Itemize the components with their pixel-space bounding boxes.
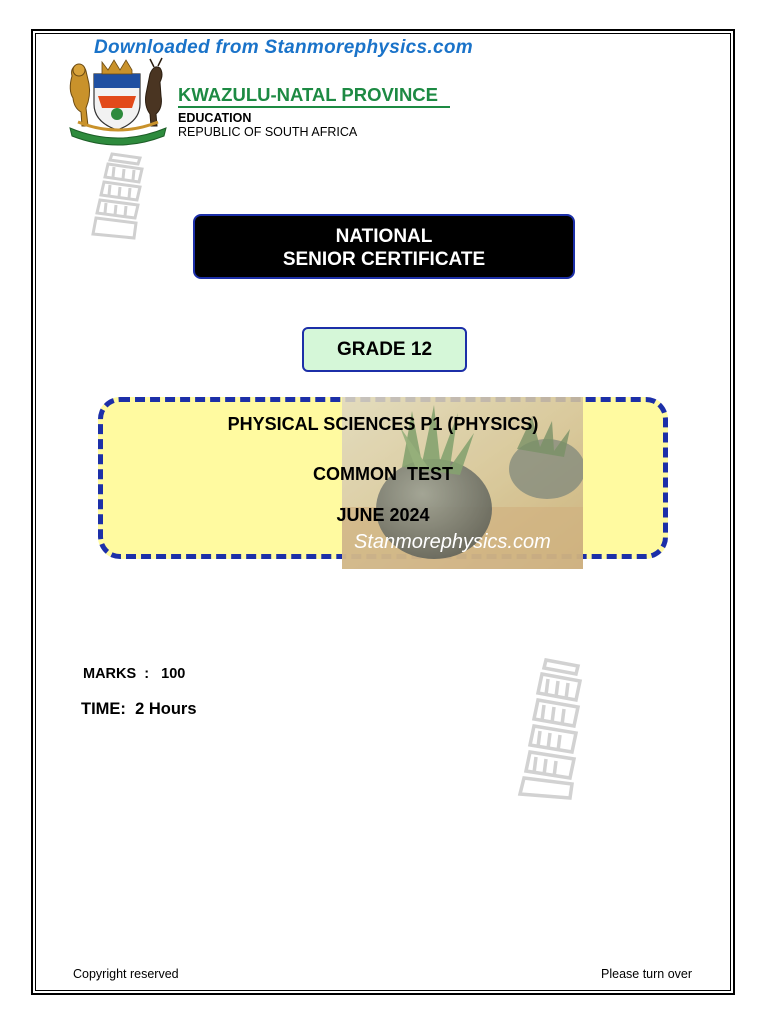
marks-label: MARKS : 100 (83, 666, 186, 682)
province-name: KWAZULU-NATAL PROVINCE (178, 84, 439, 105)
time-label: TIME: 2 Hours (81, 700, 197, 718)
subject-paper-title: PHYSICAL SCIENCES P1 (PHYSICS) (227, 414, 539, 434)
footer-turn-over: Please turn over (601, 967, 693, 981)
leaning-tower-watermark-icon (512, 656, 596, 802)
download-notice[interactable]: Downloaded from Stanmorephysics.com (94, 37, 473, 58)
footer-copyright: Copyright reserved (73, 967, 179, 981)
subject-test-type: COMMON TEST (313, 464, 453, 484)
province-underline (178, 106, 450, 108)
coat-of-arms-icon (64, 56, 172, 148)
grade-badge: GRADE 12 (302, 327, 467, 372)
country-name: REPUBLIC OF SOUTH AFRICA (178, 125, 358, 139)
banner-line-2: SENIOR CERTIFICATE (282, 249, 486, 270)
department-name: EDUCATION (178, 111, 252, 125)
leaning-tower-watermark-icon (88, 148, 160, 244)
national-senior-certificate-banner (193, 214, 575, 279)
subject-date: JUNE 2024 (336, 505, 430, 525)
banner-line-1: NATIONAL (335, 226, 433, 247)
photo-watermark-text: Stanmorephysics.com (354, 531, 551, 553)
